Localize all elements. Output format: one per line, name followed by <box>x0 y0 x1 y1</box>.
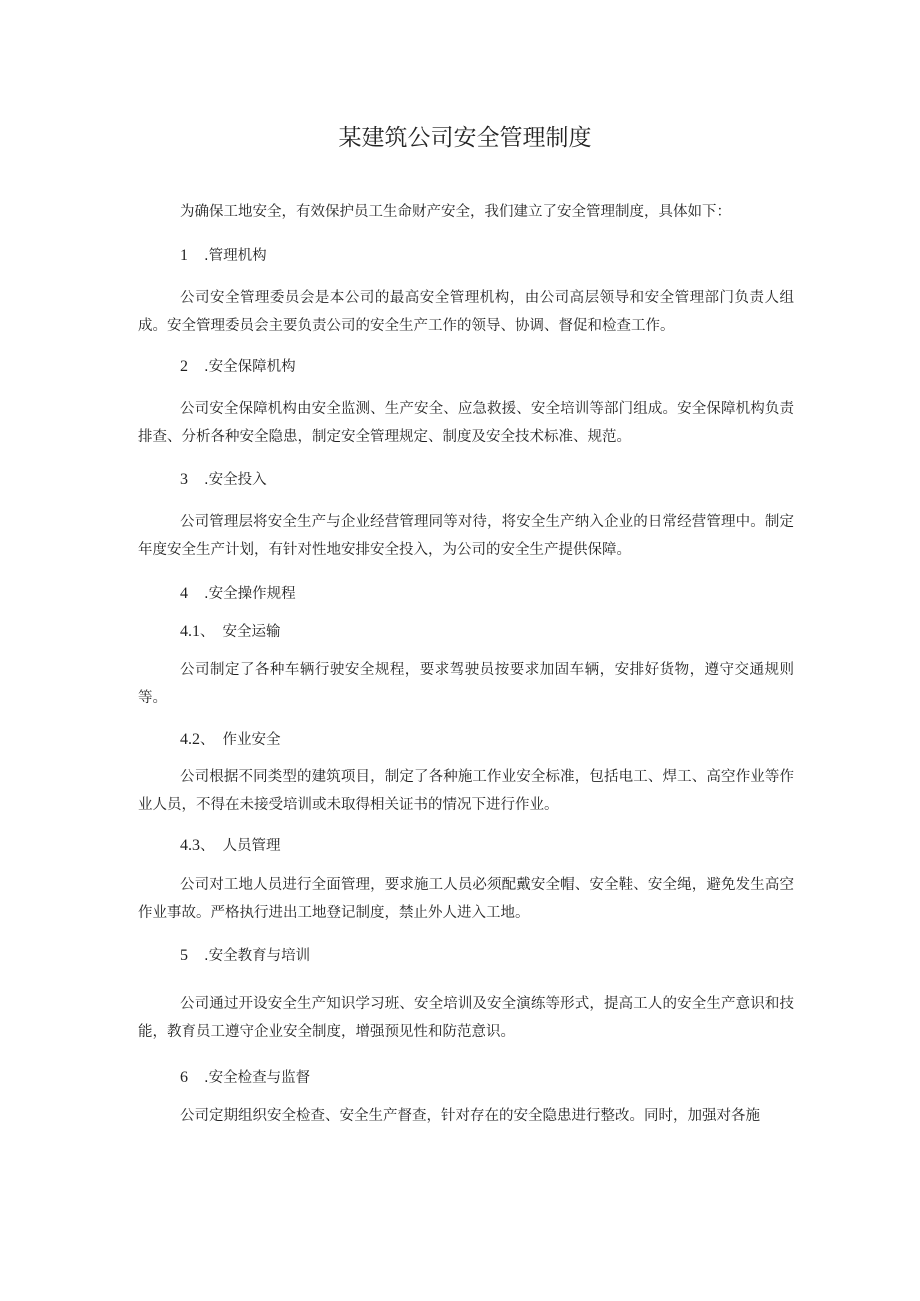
subsection-body-4-3: 公司对工地人员进行全面管理，要求施工人员必须配戴安全帽、安全鞋、安全绳，避免发生高空作业事故。严格执行进出工地登记制度，禁止外人进入工地。 <box>138 877 794 921</box>
section-number: 3 <box>180 471 188 488</box>
section-body-2: 公司安全保障机构由安全监测、生产安全、应急救援、安全培训等部门组成。安全保障机构负责排查、分析各种安全隐患，制定安全管理规定、制度及安全技术标准、规范。 <box>138 401 794 445</box>
section-body-5: 公司通过开设安全生产知识学习班、安全培训及安全演练等形式，提高工人的安全生产意识和技能，教育员工遵守企业安全制度，增强预见性和防范意识。 <box>138 996 794 1040</box>
section-number: 6 <box>180 1069 188 1086</box>
subsection-body-4-1: 公司制定了各种车辆行驶安全规程，要求驾驶员按要求加固车辆，安排好货物，遵守交通规则等。 <box>138 662 794 706</box>
section-heading-6 <box>180 1066 310 1090</box>
section-title: .安全操作规程 <box>204 586 296 602</box>
section-body-1: 公司安全管理委员会是本公司的最高安全管理机构，由公司高层领导和安全管理部门负责人组成。安全管理委员会主要负责公司的安全生产工作的领导、协调、督促和检查工作。 <box>138 290 794 334</box>
section-heading-2 <box>180 355 296 379</box>
subsection-title: 人员管理 <box>222 838 281 854</box>
section-heading-1 <box>180 244 267 268</box>
subsection-number: 4.2 <box>180 731 200 748</box>
section-heading-3 <box>180 468 267 492</box>
subsection-mark: 、 <box>200 624 215 640</box>
subsection-heading-4-2 <box>180 728 281 752</box>
section-heading-4 <box>180 582 296 606</box>
section-body-3: 公司管理层将安全生产与企业经营管理同等对待，将安全生产纳入企业的日常经营管理中。制定年度安全生产计划，有针对性地安排安全投入，为公司的安全生产提供保障。 <box>138 514 794 558</box>
subsection-mark: 、 <box>200 732 215 748</box>
section-title: .安全保障机构 <box>204 359 296 375</box>
section-title: .安全投入 <box>204 472 267 488</box>
subsection-title: 安全运输 <box>222 624 281 640</box>
subsection-number: 4.1 <box>180 623 200 640</box>
section-number: 1 <box>180 247 188 264</box>
section-number: 5 <box>180 947 188 964</box>
document-title: 某建筑公司安全管理制度 <box>338 125 592 151</box>
subsection-mark: 、 <box>200 838 215 854</box>
subsection-title: 作业安全 <box>222 732 281 748</box>
section-title: .安全检查与监督 <box>204 1070 311 1086</box>
subsection-body-4-2: 公司根据不同类型的建筑项目，制定了各种施工作业安全标准，包括电工、焊工、高空作业等作业人员，不得在未接受培训或未取得相关证书的情况下进行作业。 <box>138 769 794 813</box>
subsection-heading-4-3 <box>180 834 281 858</box>
section-title: .安全教育与培训 <box>204 948 311 964</box>
intro-paragraph: 为确保工地安全，有效保护员工生命财产安全，我们建立了安全管理制度，具体如下： <box>180 204 731 220</box>
section-body-6: 公司定期组织安全检查、安全生产督查，针对存在的安全隐患进行整改。同时，加强对各施 <box>180 1108 760 1124</box>
section-number: 4 <box>180 585 188 602</box>
section-number: 2 <box>180 358 188 375</box>
section-title: .管理机构 <box>204 248 267 264</box>
subsection-heading-4-1 <box>180 620 281 644</box>
section-heading-5 <box>180 944 310 968</box>
subsection-number: 4.3 <box>180 837 200 854</box>
